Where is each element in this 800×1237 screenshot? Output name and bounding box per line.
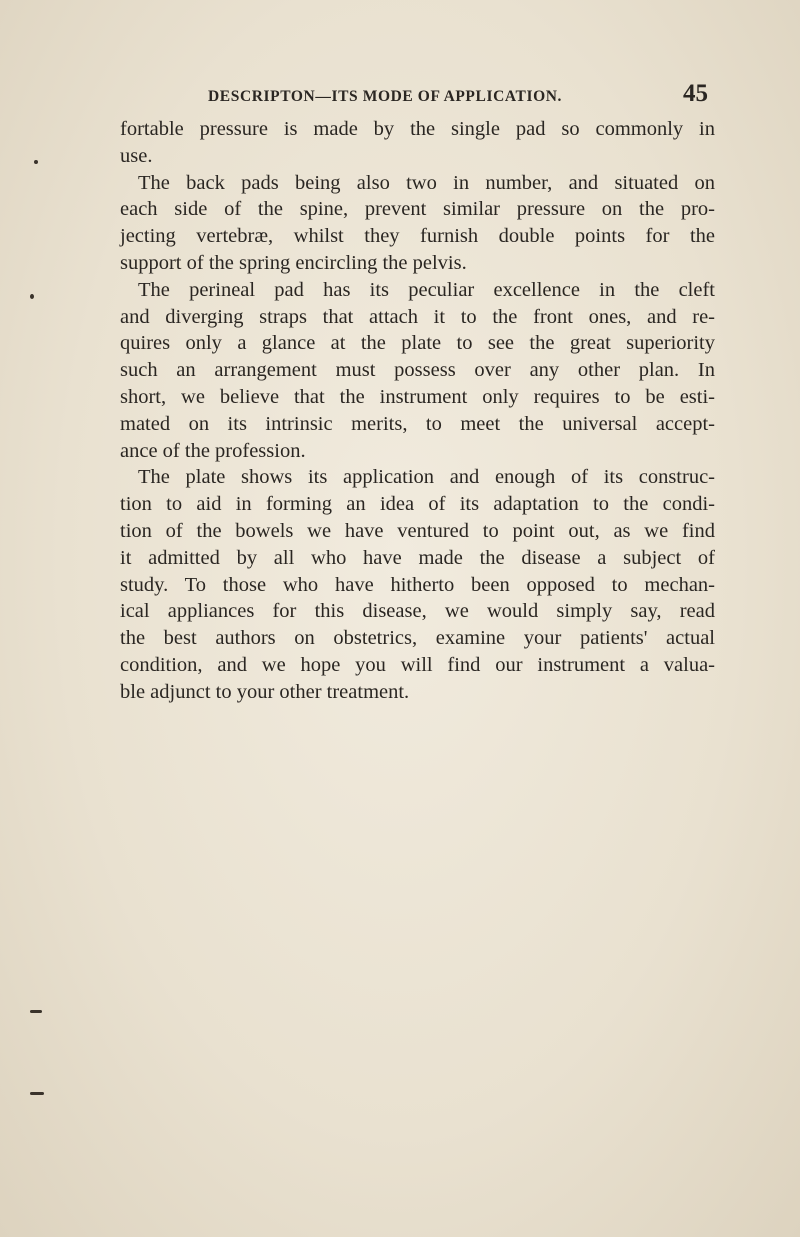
running-head [120, 80, 708, 110]
text-line: support of the spring encircling the pelvis. [120, 251, 467, 274]
text-line: tion of the bowels we have ventured to point out, as we find [120, 519, 715, 542]
text-line: the best authors on obstetrics, examine your patients' actual [120, 627, 715, 650]
text-line: such an arrangement must possess over any other plan. In [120, 359, 715, 382]
text-line: jecting vertebræ, whilst they furnish double points for the [120, 225, 715, 248]
text-line: tion to aid in forming an idea of its adaptation to the condi- [120, 493, 715, 516]
scan-speck [30, 1010, 42, 1013]
text-line: it admitted by all who have made the disease a subject of [120, 546, 715, 569]
text-line: The perineal pad has its peculiar excellence in the cleft [138, 278, 715, 301]
text-line: and diverging straps that attach it to the front ones, and re- [120, 305, 715, 328]
text-line: use. [120, 144, 153, 167]
text-line: ance of the profession. [120, 439, 306, 462]
scan-speck [30, 1092, 44, 1095]
text-line: condition, and we hope you will find our instrument a valua- [120, 653, 715, 676]
text-line: The plate shows its application and enough of its construc- [138, 466, 715, 489]
text-line: quires only a glance at the plate to see the great superiority [120, 332, 715, 355]
text-line: short, we believe that the instrument only requires to be esti- [120, 385, 715, 408]
body-text [120, 116, 715, 706]
text-line: each side of the spine, prevent similar pressure on the pro- [120, 198, 715, 221]
text-line: ble adjunct to your other treatment. [120, 680, 410, 703]
text-line: mated on its intrinsic merits, to meet the universal accept- [120, 412, 715, 435]
page-number: 45 [683, 80, 708, 107]
scan-speck [30, 294, 34, 299]
scan-speck [34, 160, 38, 164]
text-line: study. To those who have hitherto been opposed to mechan- [120, 573, 715, 596]
text-line: fortable pressure is made by the single pad so commonly in [120, 118, 715, 140]
text-line: ical appliances for this disease, we would simply say, read [120, 600, 715, 623]
text-line: The back pads being also two in number, and situated on [138, 171, 715, 194]
running-title: DESCRIPTON—ITS MODE OF APPLICATION. [208, 88, 563, 105]
